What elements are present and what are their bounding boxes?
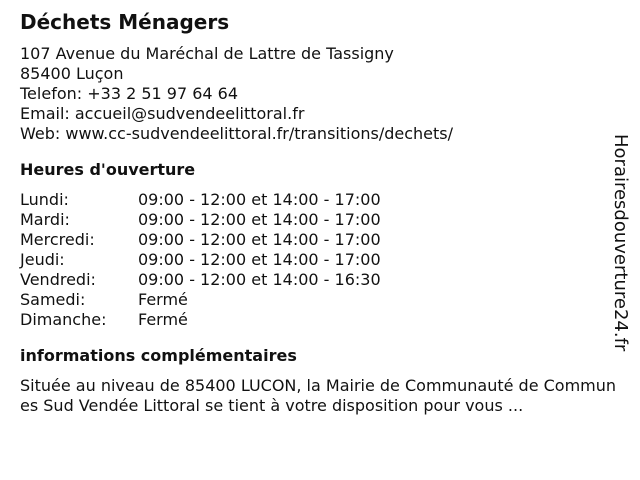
info-card [20, 8, 617, 416]
time-range: Fermé [138, 290, 188, 309]
time-range: 09:00 - 12:00 et 14:00 - 17:00 [138, 190, 381, 209]
hours-table [20, 190, 612, 330]
hours-row-monday [20, 190, 612, 210]
time-range: 09:00 - 12:00 et 14:00 - 17:00 [138, 250, 381, 269]
day-label: Lundi: [20, 190, 69, 209]
address-line-1: 107 Avenue du Maréchal de Lattre de Tassigny [20, 44, 394, 63]
day-label: Mercredi: [20, 230, 95, 249]
time-range: 09:00 - 12:00 et 14:00 - 17:00 [138, 210, 381, 229]
phone-line: Telefon: +33 2 51 97 64 64 [20, 84, 239, 103]
day-label: Jeudi: [20, 250, 65, 269]
day-label: Dimanche: [20, 310, 107, 329]
web-line: Web: www.cc-sudvendeelittoral.fr/transitions/dechets/ [20, 124, 454, 143]
page-title: Déchets Ménagers [20, 10, 230, 34]
day-label: Mardi: [20, 210, 70, 229]
day-label: Vendredi: [20, 270, 96, 289]
hours-heading: Heures d'ouverture [20, 160, 196, 179]
contact-block [20, 44, 612, 144]
site-watermark: Horairesdouverture24.fr [610, 134, 631, 352]
info-text: Située au niveau de 85400 LUCON, la Mairie de Communauté de Communes Sud Vendée Littoral se tient à votre disposition pour vous ... [20, 376, 617, 415]
day-label: Samedi: [20, 290, 86, 309]
time-range: 09:00 - 12:00 et 14:00 - 16:30 [138, 270, 381, 289]
hours-row-saturday [20, 290, 612, 310]
email-line: Email: accueil@sudvendeelittoral.fr [20, 104, 305, 123]
time-range: Fermé [138, 310, 188, 329]
time-range: 09:00 - 12:00 et 14:00 - 17:00 [138, 230, 381, 249]
info-heading: informations complémentaires [20, 346, 297, 365]
hours-row-thursday [20, 250, 612, 270]
hours-row-tuesday [20, 210, 612, 230]
hours-row-sunday [20, 310, 612, 330]
hours-row-wednesday [20, 230, 612, 250]
hours-row-friday [20, 270, 612, 290]
address-line-2: 85400 Luçon [20, 64, 124, 83]
